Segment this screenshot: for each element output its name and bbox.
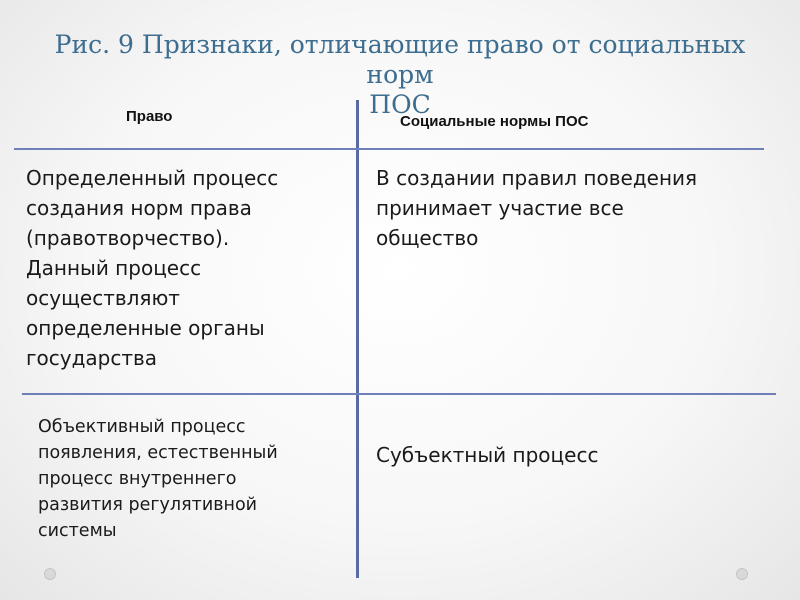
cell-line: определенные органы bbox=[26, 316, 265, 340]
table-header-divider bbox=[14, 148, 764, 150]
slide-title-line-2: ПОС bbox=[369, 90, 431, 119]
column-header-social-norms: Социальные нормы ПОС bbox=[400, 113, 589, 130]
cell-line: появления, естественный bbox=[38, 443, 278, 463]
decorative-dot-left bbox=[44, 568, 56, 580]
cell-line: Данный процесс bbox=[26, 256, 202, 280]
cell-line: Объективный процесс bbox=[38, 417, 246, 437]
cell-line: Определенный процесс bbox=[26, 166, 279, 190]
cell-line: общество bbox=[376, 226, 479, 250]
table-cell-row1-social-norms bbox=[376, 163, 776, 253]
table-cell-row1-law bbox=[26, 163, 346, 373]
table-cell-row2-law bbox=[38, 414, 350, 544]
cell-line: развития регулятивной bbox=[38, 495, 258, 515]
table-cell-row2-social-norms bbox=[376, 440, 776, 470]
cell-line: государства bbox=[26, 346, 158, 370]
column-header-law: Право bbox=[126, 108, 173, 125]
table-row-divider bbox=[22, 393, 776, 395]
cell-line: (правотворчество). bbox=[26, 226, 230, 250]
cell-line: В создании правил поведения bbox=[376, 166, 698, 190]
cell-line: системы bbox=[38, 521, 117, 541]
slide-title bbox=[20, 30, 780, 120]
cell-line: Субъектный процесс bbox=[376, 443, 599, 467]
slide-title-line-1: Рис. 9 Признаки, отличающие право от социальных норм bbox=[54, 30, 746, 89]
decorative-dot-right bbox=[736, 568, 748, 580]
cell-line: принимает участие все bbox=[376, 196, 624, 220]
cell-line: процесс внутреннего bbox=[38, 469, 237, 489]
cell-line: создания норм права bbox=[26, 196, 252, 220]
table-vertical-divider bbox=[356, 100, 359, 578]
cell-line: осуществляют bbox=[26, 286, 180, 310]
